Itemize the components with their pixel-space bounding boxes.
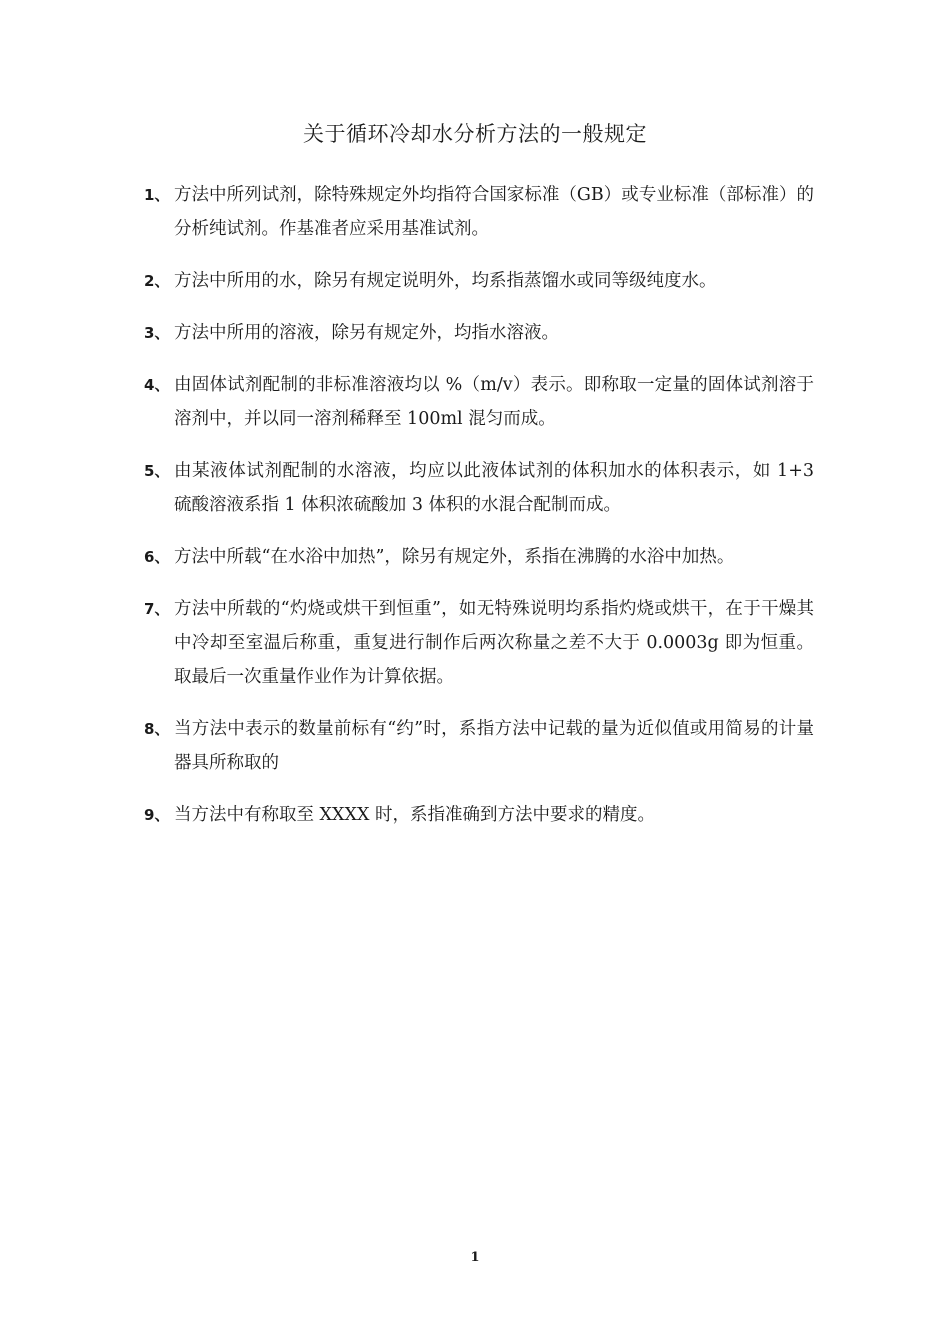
item-text: 由固体试剂配制的非标准溶液均以 %（m/v）表示。即称取一定量的固体试剂溶于溶剂中，并以同一溶剂稀释至 100ml 混匀而成。 [174, 375, 814, 429]
item-number: 1、 [144, 186, 170, 204]
item-text: 方法中所载“在水浴中加热”，除另有规定外，系指在沸腾的水浴中加热。 [174, 547, 735, 567]
regulation-list [144, 178, 814, 850]
item-number: 4、 [144, 376, 170, 394]
item-text: 方法中所列试剂，除特殊规定外均指符合国家标准（GB）或专业标准（部标准）的分析纯试剂。作基准者应采用基准试剂。 [174, 185, 814, 239]
item-number: 3、 [144, 324, 170, 342]
item-text: 方法中所载的“灼烧或烘干到恒重”，如无特殊说明均系指灼烧或烘干，在于干燥其中冷却至室温后称重，重复进行制作后两次称量之差不大于 0.0003g 即为恒重。取最后一次重量作业作为计算依据。 [174, 599, 814, 687]
item-number: 9、 [144, 806, 170, 824]
list-item [144, 178, 814, 246]
item-text: 方法中所用的水，除另有规定说明外，均系指蒸馏水或同等级纯度水。 [174, 271, 717, 291]
list-item [144, 368, 814, 436]
list-item [144, 454, 814, 522]
item-number: 5、 [144, 462, 170, 480]
item-text: 由某液体试剂配制的水溶液，均应以此液体试剂的体积加水的体积表示，如 1+3 硫酸溶液系指 1 体积浓硫酸加 3 体积的水混合配制而成。 [174, 461, 814, 515]
list-item [144, 316, 814, 350]
list-item [144, 540, 814, 574]
list-item [144, 592, 814, 694]
item-number: 6、 [144, 548, 170, 566]
item-text: 当方法中有称取至 XXXX 时，系指准确到方法中要求的精度。 [174, 805, 655, 825]
document-title: 关于循环冷却水分析方法的一般规定 [303, 122, 647, 146]
list-item [144, 712, 814, 780]
list-item [144, 798, 814, 832]
item-number: 7、 [144, 600, 170, 618]
list-item [144, 264, 814, 298]
item-number: 8、 [144, 720, 170, 738]
item-text: 方法中所用的溶液，除另有规定外，均指水溶液。 [174, 323, 559, 343]
item-text: 当方法中表示的数量前标有“约”时，系指方法中记载的量为近似值或用简易的计量器具所称取的 [174, 719, 814, 773]
page-number: 1 [470, 1250, 480, 1265]
item-number: 2、 [144, 272, 170, 290]
